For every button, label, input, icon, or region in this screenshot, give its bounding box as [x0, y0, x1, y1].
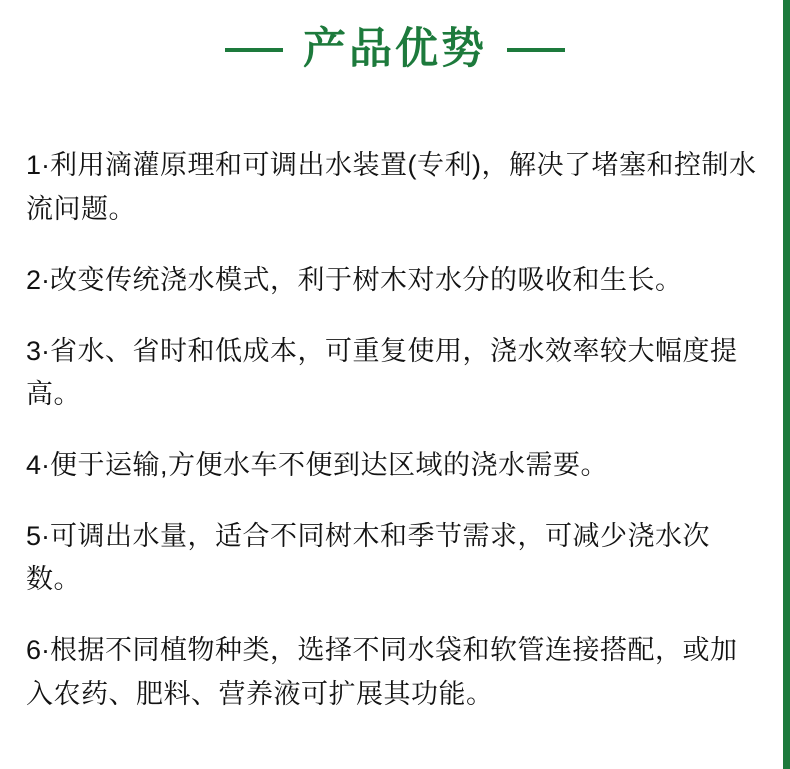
list-item-text: 根据不同植物种类，选择不同水袋和软管连接搭配，或加入农药、肥料、营养液可扩展其功能。	[26, 635, 738, 709]
list-item-text: 省水、省时和低成本，可重复使用，浇水效率较大幅度提高。	[26, 335, 738, 410]
list-item	[26, 144, 764, 231]
list-item-marker: 2·	[26, 264, 51, 295]
right-edge-accent-bar	[783, 0, 790, 769]
list-item-marker: 5·	[26, 520, 51, 551]
list-item-marker: 6·	[26, 635, 51, 666]
list-item-text: 利用滴灌原理和可调出水装置(专利)，解决了堵塞和控制水流问题。	[26, 150, 757, 225]
list-item-marker: 1·	[26, 150, 51, 181]
list-item	[26, 444, 764, 488]
list-item-text: 便于运输,方便水车不便到达区域的浇水需要。	[50, 449, 609, 480]
list-item	[26, 330, 764, 417]
list-item-marker: 3·	[26, 335, 51, 366]
page-title: 产品优势	[303, 25, 487, 73]
list-item	[26, 515, 764, 602]
page-header	[0, 0, 790, 79]
title-rule-right-icon	[507, 48, 565, 52]
list-item-text: 可调出水量，适合不同树木和季节需求，可减少浇水次数。	[26, 520, 711, 595]
list-item-text: 改变传统浇水模式，利于树木对水分的吸收和生长。	[50, 264, 683, 295]
list-item	[26, 629, 764, 716]
title-rule-left-icon	[225, 48, 283, 52]
advantages-list	[0, 79, 790, 716]
list-item-marker: 4·	[26, 449, 51, 480]
list-item	[26, 259, 764, 303]
